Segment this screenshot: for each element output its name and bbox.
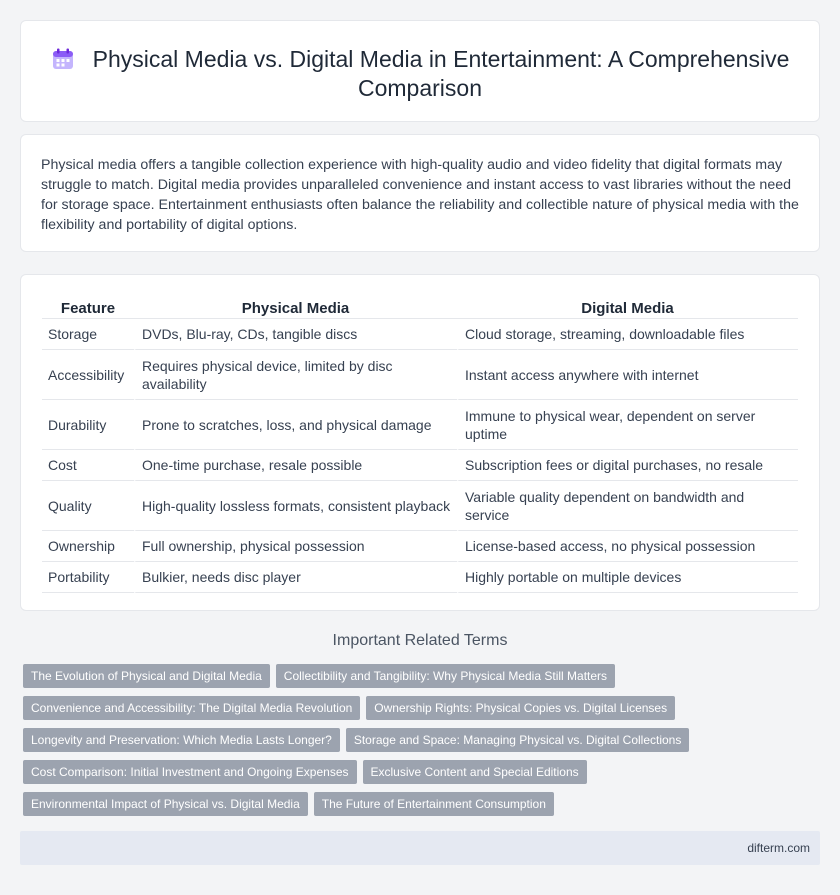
column-header-digital: Digital Media: [457, 295, 798, 319]
intro-card: [20, 134, 820, 252]
table-row: [42, 400, 798, 450]
related-term-tag[interactable]: Environmental Impact of Physical vs. Digital Media: [23, 792, 308, 816]
tag-row: [23, 696, 823, 728]
comparison-table-card: [20, 274, 820, 611]
related-term-tag[interactable]: Collectibility and Tangibility: Why Physical Media Still Matters: [276, 664, 615, 688]
related-term-tag[interactable]: Cost Comparison: Initial Investment and Ongoing Expenses: [23, 760, 357, 784]
table-row: [42, 481, 798, 531]
table-cell-feature: Ownership: [42, 531, 134, 562]
table-row: [42, 350, 798, 400]
page-title: Physical Media vs. Digital Media in Entertainment: A Comprehensive Comparison: [92, 46, 790, 101]
table-cell-physical: High-quality lossless formats, consistent playback: [134, 481, 457, 531]
calendar-icon: [51, 47, 75, 71]
table-cell-digital: Variable quality dependent on bandwidth and service: [457, 481, 798, 531]
tag-row: [23, 664, 823, 696]
table-cell-digital: Cloud storage, streaming, downloadable files: [457, 319, 798, 350]
table-row: [42, 450, 798, 481]
related-term-tag[interactable]: Storage and Space: Managing Physical vs. Digital Collections: [346, 728, 690, 752]
table-cell-feature: Portability: [42, 562, 134, 593]
table-cell-feature: Accessibility: [42, 350, 134, 400]
tag-row: [23, 792, 823, 824]
table-cell-physical: Requires physical device, limited by disc availability: [134, 350, 457, 400]
related-term-tag[interactable]: The Evolution of Physical and Digital Media: [23, 664, 270, 688]
table-row: [42, 562, 798, 593]
comparison-table: [42, 295, 798, 593]
column-header-feature: Feature: [42, 295, 134, 319]
table-cell-feature: Quality: [42, 481, 134, 531]
table-cell-digital: Immune to physical wear, dependent on server uptime: [457, 400, 798, 450]
table-cell-digital: Instant access anywhere with internet: [457, 350, 798, 400]
table-cell-feature: Durability: [42, 400, 134, 450]
table-cell-physical: One-time purchase, resale possible: [134, 450, 457, 481]
header-card: [20, 20, 820, 122]
table-cell-feature: Storage: [42, 319, 134, 350]
tag-row: [23, 760, 823, 792]
table-row: [42, 319, 798, 350]
footer-site-link[interactable]: difterm.com: [747, 841, 810, 855]
table-cell-physical: Prone to scratches, loss, and physical damage: [134, 400, 457, 450]
table-header-row: [42, 295, 798, 319]
footer: [20, 831, 820, 865]
intro-paragraph: Physical media offers a tangible collection experience with high-quality audio and video fidelity that digital formats may struggle to match. Digital media provides unparalleled convenience and instant access to vast libraries without the need for storage space. Entertainment enthusiasts often balance the reliability and collectible nature of physical media with the flexibility and portability of digital options.: [41, 157, 799, 233]
table-cell-digital: Subscription fees or digital purchases, no resale: [457, 450, 798, 481]
table-cell-feature: Cost: [42, 450, 134, 481]
table-cell-physical: Bulkier, needs disc player: [134, 562, 457, 593]
related-term-tag[interactable]: Convenience and Accessibility: The Digital Media Revolution: [23, 696, 360, 720]
related-terms-heading: Important Related Terms: [332, 632, 508, 649]
related-term-tag[interactable]: The Future of Entertainment Consumption: [314, 792, 554, 816]
table-row: [42, 531, 798, 562]
table-cell-physical: DVDs, Blu-ray, CDs, tangible discs: [134, 319, 457, 350]
table-cell-physical: Full ownership, physical possession: [134, 531, 457, 562]
column-header-physical: Physical Media: [134, 295, 457, 319]
related-term-tag[interactable]: Ownership Rights: Physical Copies vs. Digital Licenses: [366, 696, 675, 720]
page-title-wrap: [21, 45, 819, 103]
related-term-tag[interactable]: Longevity and Preservation: Which Media Lasts Longer?: [23, 728, 340, 752]
related-terms-tags: [23, 664, 823, 824]
table-cell-digital: Highly portable on multiple devices: [457, 562, 798, 593]
table-cell-digital: License-based access, no physical possession: [457, 531, 798, 562]
tag-row: [23, 728, 823, 760]
related-term-tag[interactable]: Exclusive Content and Special Editions: [363, 760, 587, 784]
